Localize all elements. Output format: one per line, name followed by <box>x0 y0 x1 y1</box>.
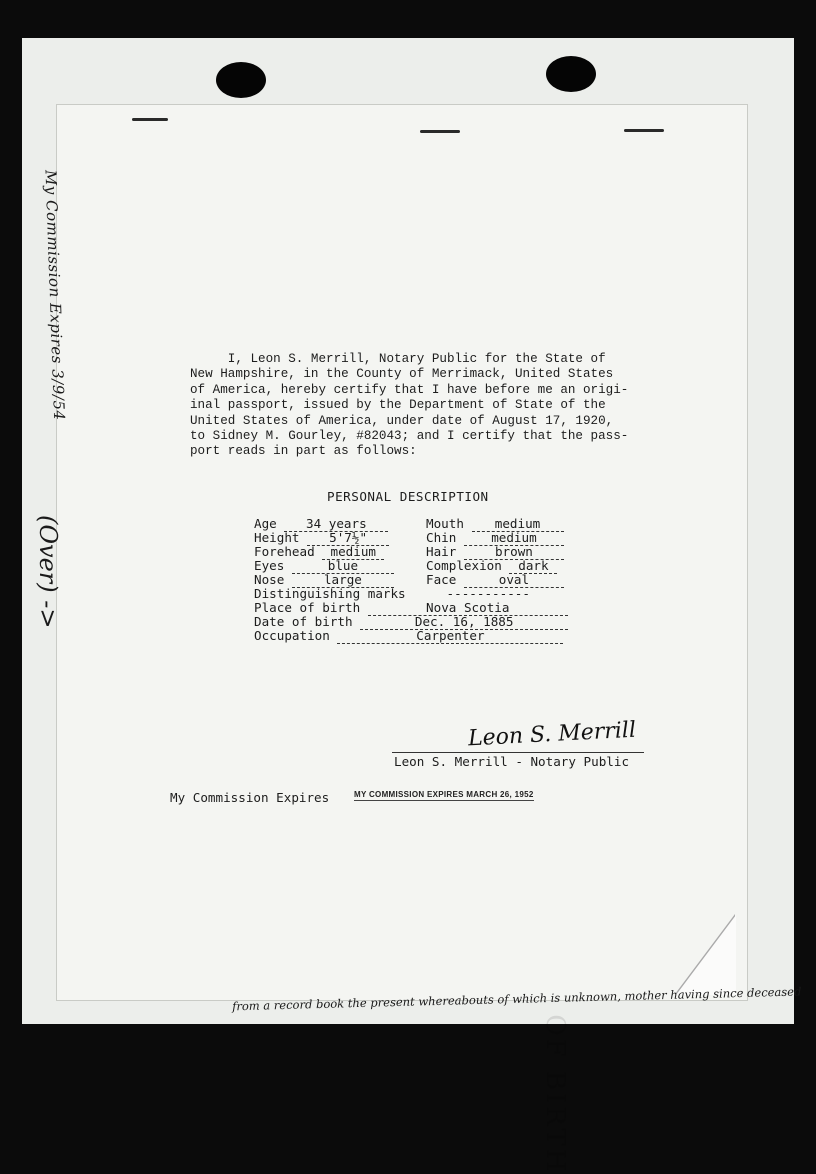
commission-expires-label: My Commission Expires <box>170 790 330 805</box>
field-value: oval <box>464 572 564 588</box>
signature-line <box>392 752 644 753</box>
field-label: Height <box>254 530 300 545</box>
field-label: Mouth <box>426 516 464 531</box>
certificate-line: of America, hereby certify that I have before me an origi- <box>190 382 629 397</box>
certificate-line: port reads in part as follows: <box>190 444 417 459</box>
certificate-line: inal passport, issued by the Department of State of the <box>190 398 606 413</box>
field-value: blue <box>292 558 394 574</box>
field-value: dark <box>509 558 557 574</box>
punch-hole-right <box>546 56 596 92</box>
field-value: ----------- <box>446 586 530 601</box>
staple-mark <box>624 129 664 132</box>
certificate-body <box>190 352 660 460</box>
folded-page-corner <box>676 915 736 995</box>
field-value: Dec. 16, 1885 <box>360 614 568 630</box>
field-value: medium <box>322 544 384 560</box>
staple-mark <box>132 118 168 121</box>
field-label: Place of birth <box>254 600 361 615</box>
field-value: medium <box>472 516 564 532</box>
certificate-line: to Sidney M. Gourley, #82043; and I certify that the pass- <box>190 429 629 444</box>
field-label: Nose <box>254 572 285 587</box>
field-label: Occupation <box>254 628 330 643</box>
personal-description-title: PERSONAL DESCRIPTION <box>327 489 489 504</box>
field-value: 5'7½" <box>307 530 389 546</box>
field-label: Date of birth <box>254 614 353 629</box>
field-label: Hair <box>426 544 457 559</box>
field-label: Complexion <box>426 558 502 573</box>
notary-certificate-sheet <box>56 104 748 1001</box>
field-value: brown <box>464 544 564 560</box>
staple-mark <box>420 130 460 133</box>
certificate-line: New Hampshire, in the County of Merrimack, United States <box>190 367 614 382</box>
field-label: Eyes <box>254 558 285 573</box>
field-value: Nova Scotia <box>368 600 568 616</box>
field-label: Chin <box>426 530 457 545</box>
commission-expiry-stamp: MY COMMISSION EXPIRES MARCH 26, 1952 <box>354 790 534 799</box>
certificate-line: I, Leon S. Merrill, Notary Public for the State of <box>190 352 606 366</box>
field-value: large <box>292 572 394 588</box>
field-value: 34 years <box>284 516 388 532</box>
field-occupation <box>254 628 563 644</box>
notary-typed-name: Leon S. Merrill - Notary Public <box>394 754 630 769</box>
handwritten-signature: Leon S. Merrill <box>467 717 637 752</box>
margin-note-over: (Over) -> <box>34 515 62 629</box>
bottom-handwritten-note: from a record book the present whereabouts of which is unknown, mother having since deceased <box>231 984 802 1014</box>
certificate-line: United States of America, under date of August 17, 1920, <box>190 413 614 428</box>
field-label: Forehead <box>254 544 315 559</box>
field-label: Face <box>426 572 457 587</box>
field-label: Distinguishing marks <box>254 586 406 601</box>
field-value: Carpenter <box>337 628 563 644</box>
field-distinguishing-marks <box>254 586 563 601</box>
margin-note-commission: My Commission Expires 3/9/54 <box>41 169 69 421</box>
field-value: medium <box>464 530 564 546</box>
punch-hole-left <box>216 62 266 98</box>
field-label: Age <box>254 516 277 531</box>
